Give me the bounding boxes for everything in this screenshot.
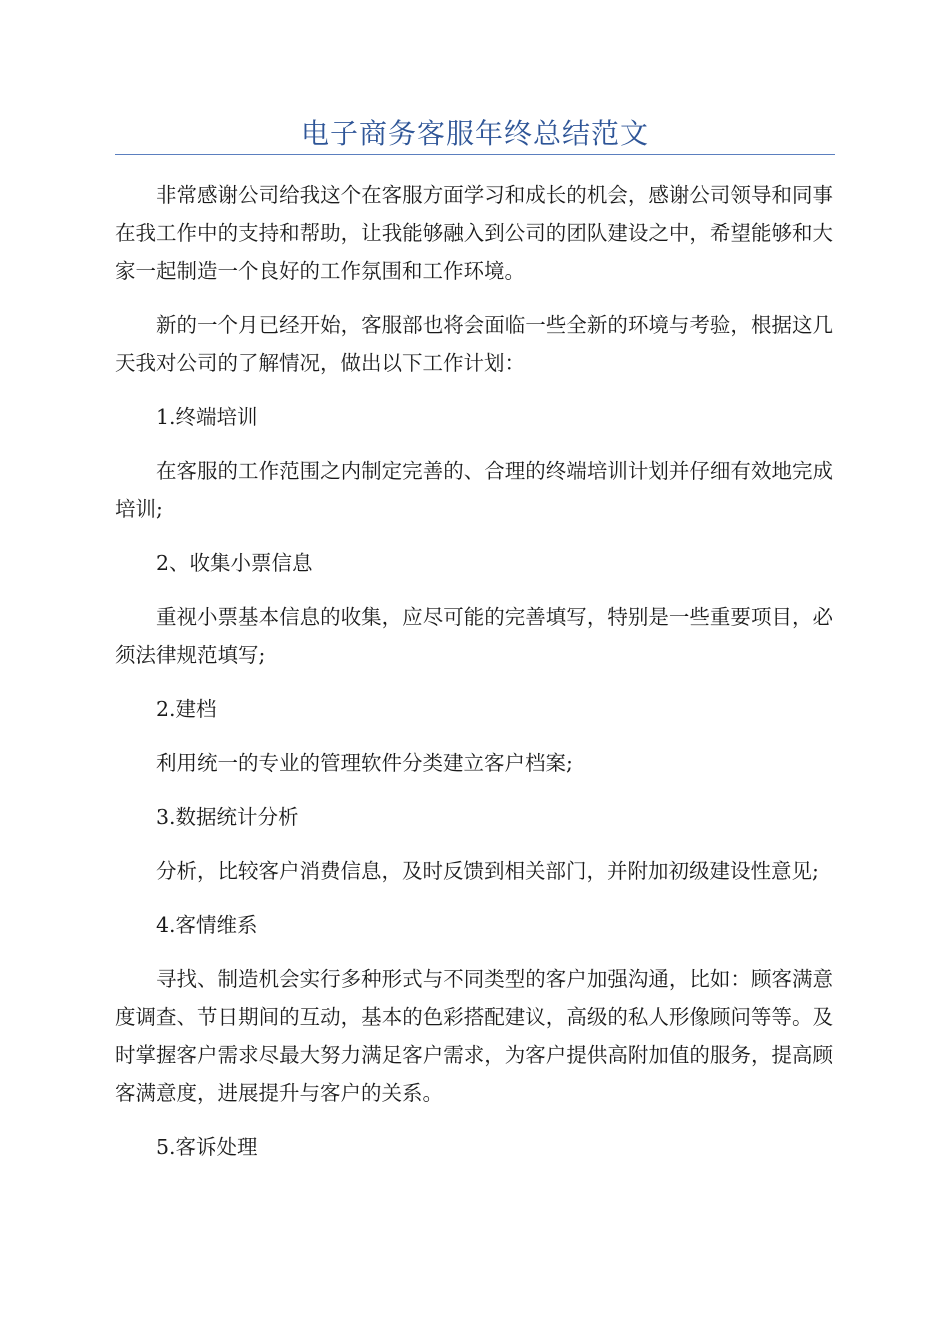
paragraph-intro: 非常感谢公司给我这个在客服方面学习和成长的机会，感谢公司领导和同事在我工作中的支持和帮助，让我能够融入到公司的团队建设之中，希望能够和大家一起制造一个良好的工作氛围和工作环境。 [115,183,833,283]
heading-data-analysis: 3.数据统计分析 [156,805,299,829]
document-body [115,176,833,1182]
paragraph-collect-receipts: 重视小票基本信息的收集，应尽可能的完善填写，特别是一些重要项目，必须法律规范填写; [115,605,833,667]
paragraph-filing: 利用统一的专业的管理软件分类建立客户档案; [156,751,573,775]
heading-complaint-handling: 5.客诉处理 [156,1135,258,1159]
heading-terminal-training: 1.终端培训 [156,405,258,429]
paragraph-terminal-training: 在客服的工作范围之内制定完善的、合理的终端培训计划并仔细有效地完成培训; [115,459,833,521]
paragraph-data-analysis: 分析，比较客户消费信息，及时反馈到相关部门，并附加初级建设性意见; [156,859,819,883]
heading-collect-receipts: 2、收集小票信息 [156,551,313,575]
paragraph-plan-intro: 新的一个月已经开始，客服部也将会面临一些全新的环境与考验，根据这几天我对公司的了解情况，做出以下工作计划： [115,313,833,375]
heading-filing: 2.建档 [156,697,217,721]
title-underline [115,154,835,155]
document-title: 电子商务客服年终总结范文 [300,117,649,150]
heading-customer-relations: 4.客情维系 [156,913,258,937]
paragraph-customer-relations: 寻找、制造机会实行多种形式与不同类型的客户加强沟通，比如：顾客满意度调查、节日期间的互动，基本的色彩搭配建议，高级的私人形像顾问等等。及时掌握客户需求尽最大努力满足客户需求，为客户提供高附加值的服务，提高顾客满意度，进展提升与客户的关系。 [115,967,833,1105]
